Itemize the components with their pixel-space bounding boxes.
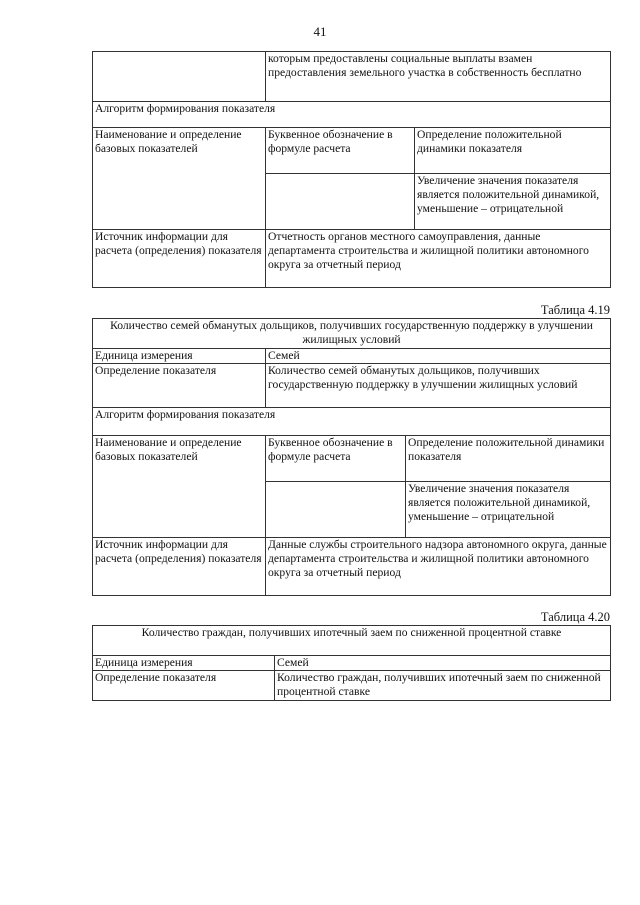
- table-cell: Наименование и определение базовых показателей: [93, 436, 266, 482]
- table-cell: Буквенное обозначение в формуле расчета: [266, 128, 415, 174]
- table-row: [93, 626, 611, 656]
- table-4-20: [92, 625, 611, 701]
- table-title: Количество граждан, получивших ипотечный заем по сниженной процентной ставке: [93, 626, 611, 656]
- table-row: [93, 671, 611, 701]
- table-row: [93, 319, 611, 349]
- table-cell: Определение положительной динамики показателя: [406, 436, 611, 482]
- table-cell: Количество семей обманутых дольщиков, получивших государственную поддержку в улучшении жилищных условий: [266, 364, 611, 408]
- table-row: [93, 436, 611, 482]
- table-cell: [93, 174, 266, 230]
- table-cell: [93, 482, 266, 538]
- table-row: [93, 102, 611, 128]
- table-cell: которым предоставлены социальные выплаты взамен предоставления земельного участка в собственность бесплатно: [266, 52, 611, 102]
- table-cell: Семей: [266, 349, 611, 364]
- table-caption: Таблица 4.20: [540, 610, 610, 624]
- table-cell: Единица измерения: [93, 656, 275, 671]
- page-number: 41: [313, 24, 327, 39]
- table-cell: Единица измерения: [93, 349, 266, 364]
- table-row: [93, 408, 611, 436]
- table-cell: Буквенное обозначение в формуле расчета: [266, 436, 406, 482]
- table-row: [93, 230, 611, 288]
- table-cell: Источник информации для расчета (определения) показателя: [93, 538, 266, 596]
- table-cell: Увеличение значения показателя является положительной динамикой, уменьшение – отрицательной: [406, 482, 611, 538]
- table-cell: Источник информации для расчета (определения) показателя: [93, 230, 266, 288]
- table-cell: [266, 482, 406, 538]
- table-continuation: [92, 51, 611, 288]
- table-cell: Наименование и определение базовых показателей: [93, 128, 266, 174]
- table-row: [93, 656, 611, 671]
- table-row: [93, 538, 611, 596]
- table-caption: Таблица 4.19: [540, 303, 610, 317]
- table-cell: Определение положительной динамики показателя: [415, 128, 611, 174]
- table-cell: Семей: [275, 656, 611, 671]
- table-cell: Определение показателя: [93, 364, 266, 408]
- table-4-19: [92, 318, 611, 596]
- table-cell: [93, 52, 266, 102]
- table-cell: Отчетность органов местного самоуправления, данные департамента строительства и жилищной политики автономного округа за отчетный период: [266, 230, 611, 288]
- table-row: [93, 128, 611, 174]
- table-row: [93, 349, 611, 364]
- table-cell: Увеличение значения показателя является положительной динамикой, уменьшение – отрицательной: [415, 174, 611, 230]
- table-row: [93, 482, 611, 538]
- table-cell: Определение показателя: [93, 671, 275, 701]
- table-row: [93, 52, 611, 102]
- table-cell: Количество граждан, получивших ипотечный заем по сниженной процентной ставке: [275, 671, 611, 701]
- table-cell: [266, 174, 415, 230]
- table-cell: Алгоритм формирования показателя: [93, 408, 611, 436]
- table-title: Количество семей обманутых дольщиков, получивших государственную поддержку в улучшении жилищных условий: [93, 319, 611, 349]
- table-row: [93, 174, 611, 230]
- table-row: [93, 364, 611, 408]
- table-cell: Данные службы строительного надзора автономного округа, данные департамента строительства и жилищной политики автономного округа за отчетный период: [266, 538, 611, 596]
- table-cell: Алгоритм формирования показателя: [93, 102, 611, 128]
